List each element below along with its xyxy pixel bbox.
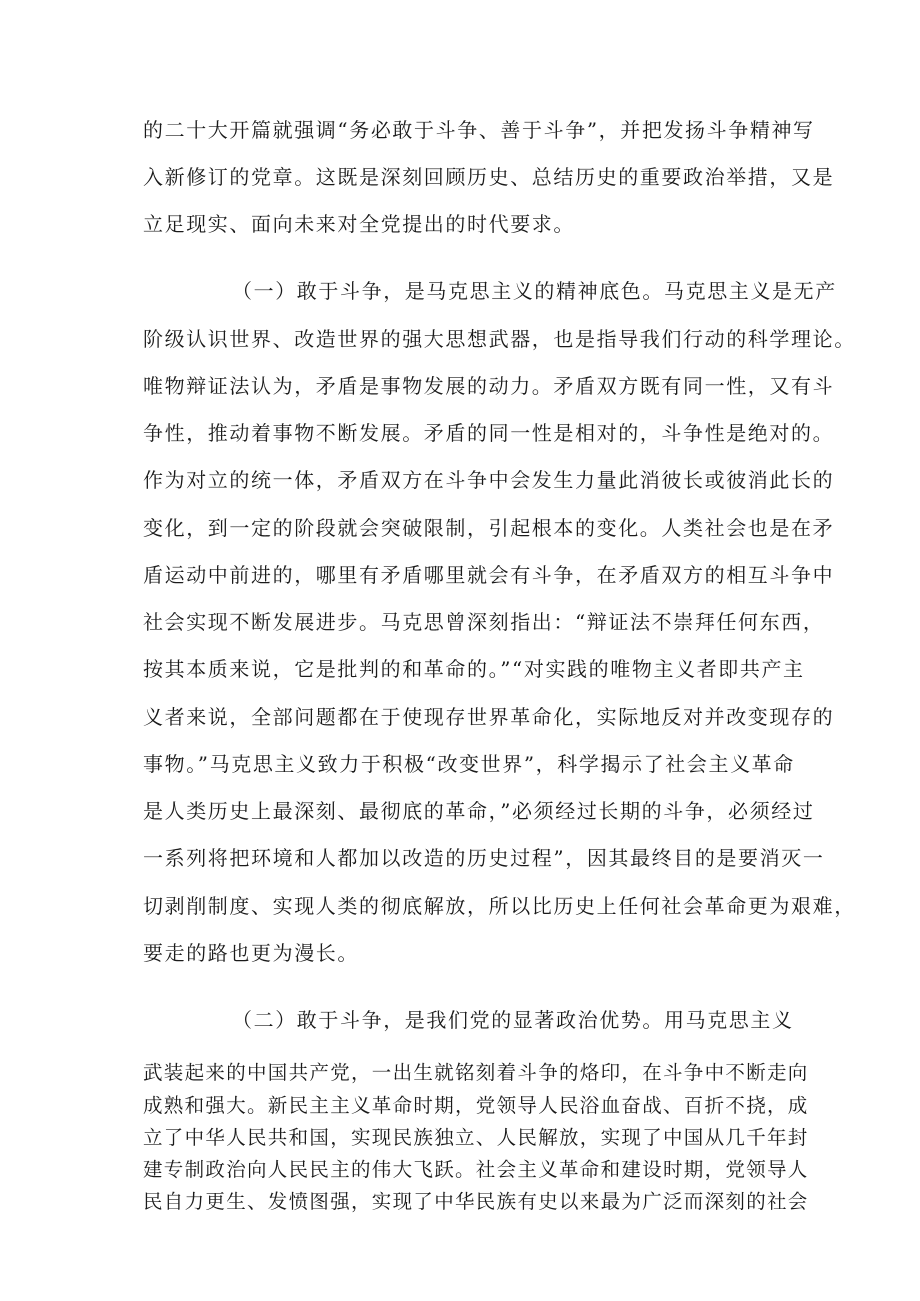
section1-line: 事物。”马克思主义致力于积极“改变世界”，科学揭示了社会主义革命 xyxy=(143,752,795,776)
section1-line: 切剥削制度、实现人类的彻底解放，所以比历史上任何社会革命更为艰难， xyxy=(143,894,856,918)
intro-line: 的二十大开篇就强调“务必敢于斗争、善于斗争”，并把发扬斗争精神写 xyxy=(143,118,815,142)
section1-line: 义者来说，全部问题都在于使现存世界革命化，实际地反对并改变现存的 xyxy=(143,705,835,729)
section1-line: （一）敢于斗争，是马克思主义的精神底色。马克思主义是无产 xyxy=(232,279,837,303)
section1-line: 作为对立的统一体，矛盾双方在斗争中会发生力量此消彼长或彼消此长的 xyxy=(143,468,835,492)
intro-line: 立足现实、面向未来对全党提出的时代要求。 xyxy=(143,212,575,236)
section1-line: 是人类历史上最深刻、最彻底的革命，”必须经过长期的斗争，必须经过 xyxy=(143,799,815,823)
section1-line: 要走的路也更为漫长。 xyxy=(143,941,359,965)
section1-line: 争性，推动着事物不断发展。矛盾的同一性是相对的，斗争性是绝对的。 xyxy=(143,421,835,445)
section1-line: 盾运动中前进的，哪里有矛盾哪里就会有斗争，在矛盾双方的相互斗争中 xyxy=(143,563,835,587)
section1-line: 阶级认识世界、改造世界的强大思想武器，也是指导我们行动的科学理论。 xyxy=(143,327,856,351)
section1-line: 社会实现不断发展进步。马克思曾深刻指出：“辩证法不崇拜任何东西， xyxy=(143,610,825,634)
section2-line: 民自力更生、发愤图强，实现了中华民族有史以来最为广泛而深刻的社会 xyxy=(143,1190,809,1213)
section1-line: 唯物辩证法认为，矛盾是事物发展的动力。矛盾双方既有同一性，又有斗 xyxy=(143,374,835,398)
section1-line: 按其本质来说，它是批判的和革命的。”“对实践的唯物主义者即共产主 xyxy=(143,657,805,681)
section2-line: 武装起来的中国共产党，一出生就铭刻着斗争的烙印，在斗争中不断走向 xyxy=(143,1061,809,1084)
section2-heading: （二）敢于斗争，是我们党的显著政治优势。用马克思主义 xyxy=(232,1008,794,1032)
section1-line: 一系列将把环境和人都加以改造的历史过程”，因其最终目的是要消灭一 xyxy=(143,846,825,870)
section2-line: 建专制政治向人民民主的伟大飞跃。社会主义革命和建设时期，党领导人 xyxy=(143,1158,809,1181)
intro-line: 入新修订的党章。这既是深刻回顾历史、总结历史的重要政治举措，又是 xyxy=(143,165,835,189)
section2-line: 成熟和强大。新民主主义革命时期，党领导人民浴血奋战、百折不挠，成 xyxy=(143,1094,809,1117)
section2-line: 立了中华人民共和国，实现民族独立、人民解放，实现了中国从几千年封 xyxy=(143,1126,809,1149)
section1-line: 变化，到一定的阶段就会突破限制，引起根本的变化。人类社会也是在矛 xyxy=(143,516,835,540)
